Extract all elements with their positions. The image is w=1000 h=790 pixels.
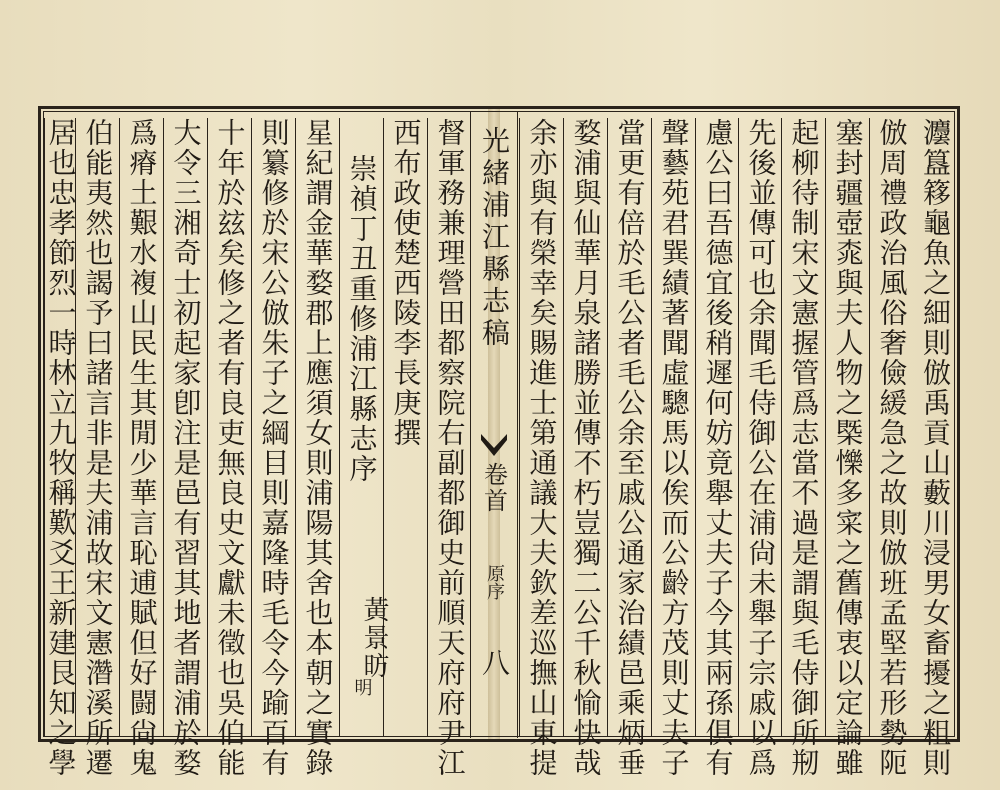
column-text: 起柳待制宋文憲握管爲志當不過是謂與毛侍御所剏 — [787, 118, 821, 778]
column-text: 慮公曰吾德宜後稍遲何妨竟舉丈夫子今其兩孫俱有 — [701, 118, 735, 778]
column-text: 灋簋簃龜魚之細則倣禹貢山藪川浸男女畜擾之粗則 — [919, 118, 952, 778]
center-margin-column — [470, 112, 518, 738]
text-column — [738, 118, 782, 778]
column-text: 督軍務兼理營田都察院右副都御史前順天府府尹江 — [433, 118, 467, 778]
fishtail-icon — [481, 434, 507, 456]
column-text: 倣周禮政治風俗奢儉緩急之故則倣班孟堅若形勢阨 — [875, 118, 909, 778]
text-column — [207, 118, 251, 778]
text-column — [695, 118, 739, 778]
section-label: 原序 — [484, 564, 505, 600]
author-dynasty: 明 — [351, 678, 373, 698]
column-text: 則纂修於宋公倣朱子之綱目則嘉隆時毛令今踰百有 — [257, 118, 291, 778]
text-column — [781, 118, 825, 778]
book-title: 光緒浦江縣志稿 — [478, 126, 511, 350]
column-text: 余亦與有榮幸矣賜進士第通議大夫欽差巡撫山東提 — [525, 118, 559, 778]
text-column — [119, 118, 163, 778]
column-text: 伯能夷然也謁予曰諸言非是夫浦故宋文憲濳溪所遷 — [81, 118, 115, 778]
text-column — [75, 118, 119, 778]
text-column — [295, 118, 339, 778]
text-column — [427, 118, 471, 778]
column-text: 婺浦與仙華月泉諸勝並傳不朽豈獨二公千秋愉快哉 — [569, 118, 603, 778]
column-text: 爲瘠土艱水複山民生其閒少華言恥逋賦但好闘尙鬼 — [125, 118, 159, 778]
column-text: 大令三湘奇士初起家卽注是邑有習其地者謂浦於婺 — [169, 118, 203, 778]
text-column — [563, 118, 607, 778]
text-column — [251, 118, 295, 778]
volume-label: 卷首 — [479, 462, 508, 514]
text-column — [651, 118, 695, 778]
text-column — [44, 118, 78, 778]
column-text: 居也忠孝節烈一時林立九牧稱歎爻王新建艮知之學 — [44, 118, 78, 778]
preface-title: 崇禎丁丑重修浦江縣志序 — [345, 154, 379, 484]
text-column — [913, 118, 957, 778]
column-text: 聲藝苑君巽績著聞虛驄馬以俟而公齡方茂則丈夫子 — [657, 118, 691, 778]
column-text: 星紀謂金華婺郡上應須女則浦陽其舍也本朝之實錄 — [301, 118, 335, 778]
page-number: 八 — [478, 648, 511, 676]
text-column — [519, 118, 563, 778]
column-text: 先後並傳可也余聞毛侍御公在浦尙未舉子宗戚以爲 — [744, 118, 778, 778]
text-column — [869, 118, 913, 778]
column-text: 西布政使楚西陵李長庚撰 — [389, 118, 423, 448]
author-name: 黃景昉 — [359, 596, 389, 680]
text-column — [607, 118, 651, 778]
column-text: 十年於玆矣修之者有良吏無良史文獻未徵也吳伯能 — [213, 118, 247, 778]
text-column — [163, 118, 207, 778]
column-text: 塞封疆壺𣑯與夫人物之㮣㦡多寀之舊傳衷以定論雖 — [831, 118, 865, 778]
column-text: 當更有倍於毛公者毛公余至戚公通家治績邑乘炳垂 — [613, 118, 647, 778]
text-column — [825, 118, 869, 778]
